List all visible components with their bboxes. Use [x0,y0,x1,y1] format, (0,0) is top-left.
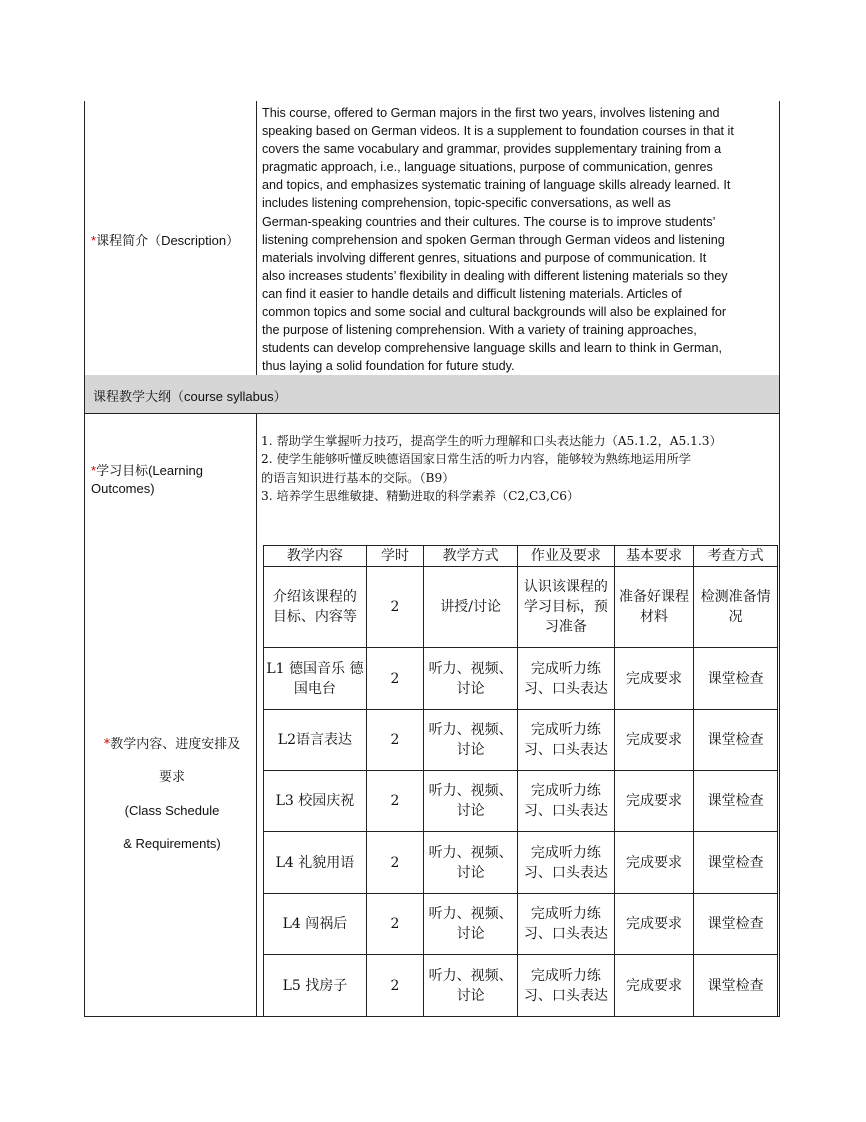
description-line: listening comprehension and spoken German through German videos and listening [262,232,725,247]
cell-hours: 2 [366,894,423,955]
learning-outcomes-label [91,462,251,498]
learning-outcomes-text [261,432,781,506]
cell-method: 听力、视频、讨论 [424,832,518,894]
table-row [264,832,778,894]
cell-hours: 2 [366,648,423,710]
description-line: thus laying a solid foundation for future study. [262,359,515,374]
description-line: materials involving different genres, situations and purpose of communication. It [262,250,707,265]
cell-method: 听力、视频、讨论 [424,771,518,832]
description-text [262,104,776,375]
header-assessment: 考查方式 [694,546,778,567]
description-line: students can develop comprehensive language skills and learn to think in German, [262,341,722,356]
cell-assessment: 课堂检查 [694,648,778,710]
cell-hours: 2 [366,771,423,832]
table-row [264,648,778,710]
learning-outcome-line: 的语言知识进行基本的交际。（B9） [261,470,455,485]
cell-homework: 完成听力练习、口头表达 [517,771,614,832]
cell-homework: 完成听力练习、口头表达 [517,832,614,894]
description-line: covers the same vocabulary and grammar, provides supplementary training from a [262,142,722,157]
cell-basic: 完成要求 [614,832,694,894]
required-mark: * [103,737,111,752]
table-left-border [84,101,85,1017]
cell-assessment: 课堂检查 [694,710,778,771]
schedule-label-line4: & Requirements) [123,836,221,851]
cell-assessment: 课堂检查 [694,771,778,832]
cell-assessment: 检测准备情况 [694,567,778,648]
cell-method: 听力、视频、讨论 [424,955,518,1017]
cell-content: 介绍该课程的目标、内容等 [264,567,367,648]
required-mark: * [91,463,97,478]
learning-outcome-line: 2. 使学生能够听懂反映德语国家日常生活的听力内容，能够较为熟练地运用所学 [261,452,691,467]
description-line: can find it easier to handle details and difficult listening materials. Articles of [262,286,682,301]
cell-content: L2语言表达 [264,710,367,771]
header-method: 教学方式 [424,546,518,567]
column-divider-bottom [256,413,257,1017]
cell-basic: 完成要求 [614,710,694,771]
schedule-label-line2: 要求 [158,770,185,785]
cell-method: 讲授/讨论 [424,567,518,648]
cell-method: 听力、视频、讨论 [424,710,518,771]
cell-assessment: 课堂检查 [694,955,778,1017]
cell-hours: 2 [366,567,423,648]
cell-content: L4 闯祸后 [264,894,367,955]
cell-basic: 准备好课程材料 [614,567,694,648]
cell-homework: 完成听力练习、口头表达 [517,894,614,955]
cell-homework: 完成听力练习、口头表达 [517,955,614,1017]
cell-content: L4 礼貌用语 [264,832,367,894]
syllabus-bottom-border [84,413,780,414]
cell-content: L5 找房子 [264,955,367,1017]
description-line: and topics, and emphasizes systematic training of language skills already learned. It [262,178,731,193]
description-line: speaking based on German videos. It is a supplement to foundation courses in that it [262,124,734,139]
learning-outcome-line: 3. 培养学生思维敏捷、精勤进取的科学素养（C2,C3,C6） [261,489,580,504]
schedule-label-line1: 教学内容、进度安排及 [110,737,241,752]
table-row [264,894,778,955]
header-content: 教学内容 [264,546,367,567]
cell-hours: 2 [366,955,423,1017]
cell-content: L1 德国音乐 德国电台 [264,648,367,710]
table-row [264,955,778,1017]
table-row [264,771,778,832]
cell-homework: 完成听力练习、口头表达 [517,710,614,771]
description-label-text: 课程简介（Description） [96,233,240,248]
required-mark: * [91,233,97,248]
cell-basic: 完成要求 [614,648,694,710]
description-label [91,230,239,249]
cell-basic: 完成要求 [614,771,694,832]
column-divider-top [256,101,257,375]
description-line: common topics and some social and cultural backgrounds will also be explained for [262,305,727,320]
cell-basic: 完成要求 [614,894,694,955]
table-row [264,710,778,771]
cell-homework: 认识该课程的学习目标，预习准备 [517,567,614,648]
description-line: This course, offered to German majors in the first two years, involves listening and [262,106,720,120]
table-header-row [264,546,778,567]
cell-method: 听力、视频、讨论 [424,894,518,955]
description-line: pragmatic approach, i.e., language situations, purpose of communication, genres [262,160,713,175]
cell-basic: 完成要求 [614,955,694,1017]
table-row [264,567,778,648]
cell-homework: 完成听力练习、口头表达 [517,648,614,710]
cell-content: L3 校园庆祝 [264,771,367,832]
schedule-label [88,728,256,860]
cell-assessment: 课堂检查 [694,832,778,894]
header-basic: 基本要求 [614,546,694,567]
learning-outcome-line: 1. 帮助学生掌握听力技巧，提高学生的听力理解和口头表达能力（A5.1.2，A5.1.3） [261,434,722,448]
header-hours: 学时 [366,546,423,567]
description-line: includes listening comprehension, topic-specific conversations, as well as [262,196,671,211]
schedule-table [263,545,778,1017]
syllabus-title: 课程教学大纲（course syllabus） [93,389,287,404]
description-line: German-speaking countries and their cultures. The course is to improve students’ [262,214,716,229]
learning-outcomes-label-line1: 学习目标(Learning [96,463,203,478]
description-line: also increases students’ flexibility in dealing with different listening materials so they [262,268,728,283]
table-right-border [779,101,780,1017]
cell-hours: 2 [366,710,423,771]
cell-method: 听力、视频、讨论 [424,648,518,710]
header-homework: 作业及要求 [517,546,614,567]
learning-outcomes-label-line2: Outcomes) [91,481,155,496]
description-line: the purpose of listening comprehension. With a variety of training approaches, [262,323,697,338]
schedule-label-line3: (Class Schedule [124,803,220,818]
cell-hours: 2 [366,832,423,894]
cell-assessment: 课堂检查 [694,894,778,955]
